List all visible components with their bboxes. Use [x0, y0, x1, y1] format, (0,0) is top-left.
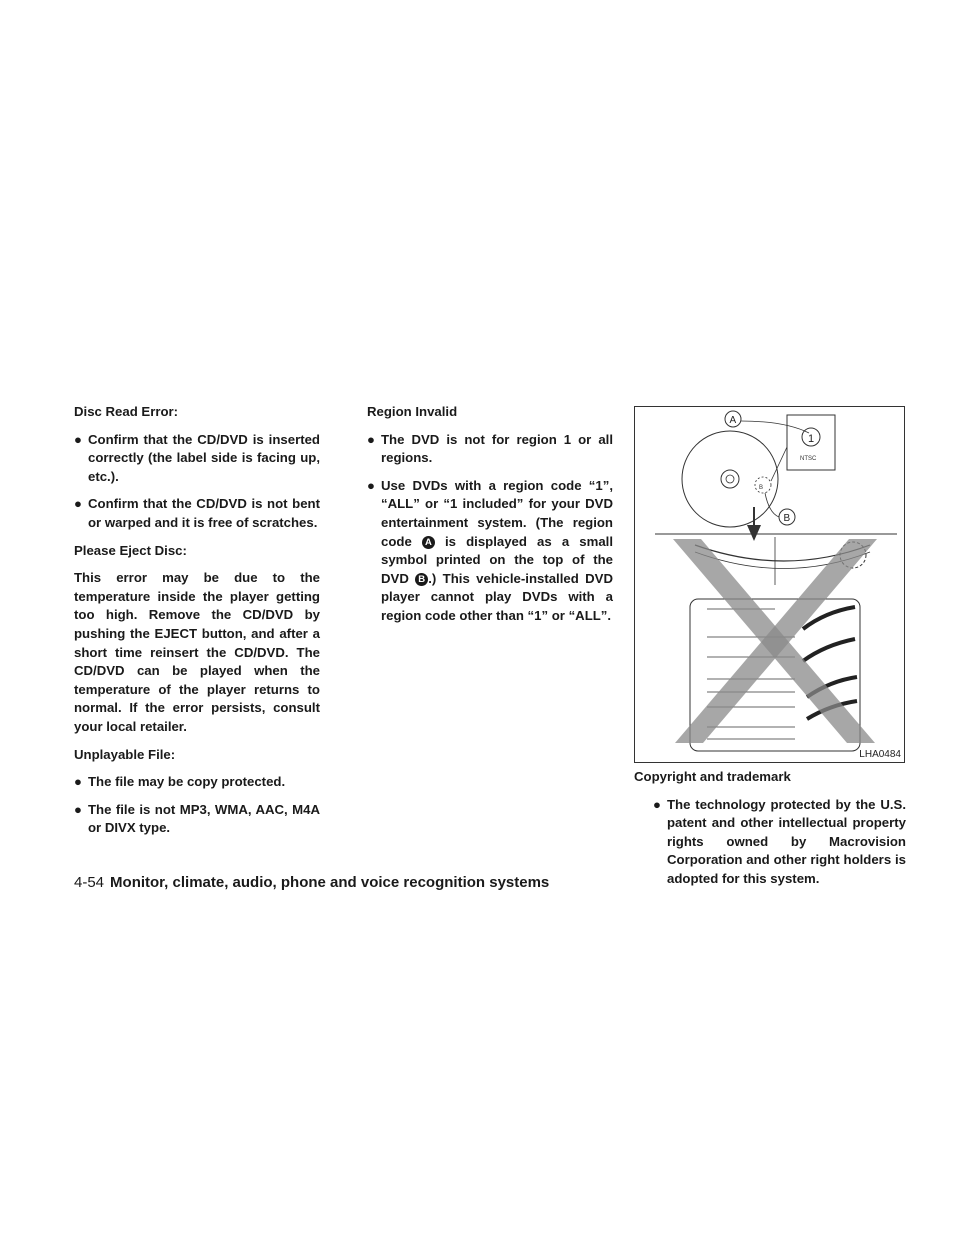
list-item — [74, 495, 320, 532]
list-item — [74, 773, 320, 792]
bullet-icon: ● — [653, 796, 661, 812]
bullet-icon: ● — [367, 431, 375, 447]
insert-arrow-icon — [803, 639, 855, 661]
bullet-text: The DVD is not for region 1 or all regions. — [381, 431, 613, 466]
page-footer — [74, 874, 549, 892]
list-item — [74, 431, 320, 487]
bullet-icon: ● — [74, 801, 82, 817]
bullet-text-part: Use DVDs with a region code “1”, “ALL” or “1 included” for your DVD entertainment system. (The region code — [381, 477, 613, 549]
list-item — [367, 431, 613, 468]
bullet-icon: ● — [367, 477, 375, 493]
region-invalid-heading: Region Invalid — [367, 404, 458, 419]
disc-hole — [721, 470, 739, 488]
disc-read-error-heading: Disc Read Error: — [74, 404, 179, 419]
arrow-down-icon — [747, 525, 761, 541]
bullet-text: The technology protected by the U.S. patent and other intellectual property rights owned by Macrovision Corporation and other right holders is adopted for this system. — [667, 796, 906, 886]
list-item — [74, 801, 320, 838]
mini-b-text: B — [759, 485, 764, 491]
figure-code: LHA0484 — [859, 749, 901, 760]
bullet-icon: ● — [74, 496, 82, 512]
bullet-icon: ● — [74, 431, 82, 447]
right-column — [634, 768, 906, 898]
left-column — [74, 403, 320, 847]
list-item — [653, 796, 906, 889]
middle-column — [367, 403, 613, 635]
callout-b-marker: B — [415, 573, 428, 586]
bullet-text: The file may be copy protected. — [88, 774, 286, 790]
label-a: A — [729, 415, 737, 426]
unplayable-file-heading: Unplayable File: — [74, 746, 176, 762]
bullet-text-part: is displayed as a small symbol printed on the top of the DVD — [381, 533, 613, 586]
region-digit: 1 — [808, 433, 815, 445]
dvd-region-figure — [634, 406, 905, 763]
bullet-icon: ● — [74, 774, 82, 790]
section-title: Monitor, climate, audio, phone and voice recognition systems — [110, 874, 550, 891]
page-number: 4-54 — [74, 874, 105, 891]
dvd-illustration — [635, 407, 904, 762]
bullet-text-part: .) This vehicle-installed DVD player cannot play DVDs with a region code other than “1” or “ALL”. — [381, 570, 613, 623]
disc-shape — [682, 431, 778, 527]
bullet-text: Confirm that the CD/DVD is not bent or warped and it is free of scratches. — [88, 496, 320, 530]
bullet-text: The file is not MP3, WMA, AAC, M4A or DIVX type. — [88, 801, 320, 836]
please-eject-heading: Please Eject Disc: — [74, 542, 187, 558]
copyright-heading: Copyright and trademark — [634, 769, 791, 784]
callout-a-marker: A — [422, 536, 435, 549]
please-eject-text: This error may be due to the temperature inside the player getting too high. Remove the CD/DVD by pushing the EJECT button, and after a short time reinsert the CD/DVD. The CD/DVD can be played when the temperature of the player returns to normal. If the error persists, consult your local retailer. — [74, 570, 320, 734]
bullet-text: Confirm that the CD/DVD is inserted correctly (the label side is facing up, etc.). — [88, 431, 320, 484]
label-b: B — [783, 513, 791, 524]
mini-ntsc-text: NTSC — [800, 456, 817, 462]
list-item — [367, 477, 613, 626]
